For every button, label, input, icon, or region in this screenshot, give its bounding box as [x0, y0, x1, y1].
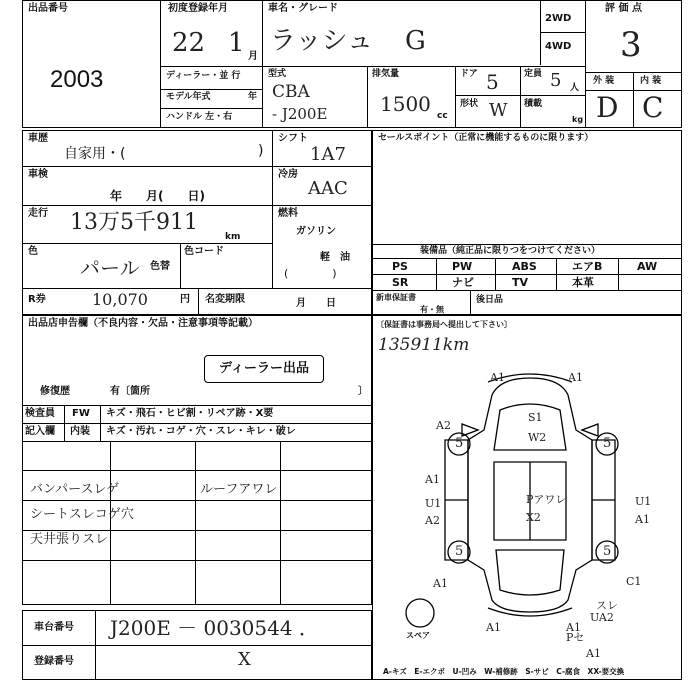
entry-label: 記入欄 [25, 426, 55, 437]
damage-mark: S1 [528, 411, 543, 424]
damage-mark: 5 [603, 544, 612, 559]
damage-mark: A1 [433, 577, 448, 590]
history-close: ) [258, 143, 264, 159]
mileage-value: 13万5千911 [70, 210, 198, 235]
history-value: 自家用・( [64, 146, 126, 162]
model-1: CBA [272, 82, 310, 102]
repair-value: 有〔箇所 [110, 386, 150, 397]
drive-2wd: 2WD [545, 13, 572, 24]
equipment-item: SR [392, 276, 409, 289]
warranty-note: 〔保証書は事務局へ提出して下さい〕 [376, 320, 512, 329]
equipment-item: ABS [512, 260, 537, 273]
history-label: 車歴 [28, 133, 48, 144]
damage-mark: Pアワレ [526, 493, 567, 506]
handle-label: ハンドル 左・右 [166, 112, 233, 122]
equipment-item: ナビ [452, 276, 474, 289]
shape-label: 形状 [460, 99, 479, 109]
lot-label: 出品番号 [28, 3, 68, 14]
shape: W [489, 100, 508, 121]
note-3: 天井張りスレ [30, 532, 109, 547]
legend: A-キズ E-エクボ U-凹み W-補修跡 S-サビ C-腐食 XX-要交換 [383, 667, 625, 676]
recycle-label: R券 [28, 294, 46, 305]
note-2: シートスレコゲ穴 [30, 507, 134, 522]
month-unit: 月 [248, 51, 258, 62]
note-1: バンパースレゲ [30, 482, 120, 497]
damage-mark: W2 [528, 431, 547, 444]
year-unit: 年 [248, 92, 258, 102]
load-label: 積載 [524, 99, 543, 109]
fuel-light-oil: 軽 油 [320, 252, 350, 263]
interior-label: 内 装 [640, 76, 662, 86]
damage-mark: スレ [596, 599, 618, 612]
first-reg-year: 22 [172, 28, 206, 58]
damage-mark: U1 [635, 495, 652, 508]
reg-label: 登録番号 [34, 656, 74, 667]
equipment-item: 本革 [572, 276, 594, 289]
rename-label: 名変期限 [205, 294, 245, 305]
inspection-value: 年 月( 日) [110, 189, 205, 203]
equipment-item: PS [392, 260, 408, 273]
equipment-item: TV [512, 276, 529, 289]
damage-mark: U1 [425, 497, 442, 510]
km-unit: km [225, 232, 241, 242]
inspection-label: 車検 [28, 169, 48, 180]
damage-mark: UA2 [590, 611, 614, 624]
equipment-item: エアB [572, 260, 603, 273]
first-reg-label: 初度登録年月 [168, 3, 228, 14]
repair-label: 修復歴 [40, 386, 70, 397]
model-label: 型式 [268, 69, 287, 79]
ac-value: AAC [308, 178, 348, 199]
note-right: ルーフアワレ [200, 482, 278, 497]
inspector-label: 検査員 [25, 408, 55, 419]
car-grade: G [405, 26, 426, 56]
mileage-label: 走行 [28, 208, 48, 219]
exterior-label: 外 装 [593, 76, 615, 86]
repair-close: 〕 [358, 386, 368, 397]
first-reg-month: 1 [228, 28, 245, 58]
reg-value: X [238, 649, 251, 670]
interior-items: キズ・汚れ・コゲ・穴・スレ・キレ・破レ [106, 426, 296, 437]
damage-mark: 5 [455, 544, 464, 559]
yen-unit: 円 [180, 294, 190, 305]
model-year-label: モデル年式 [166, 92, 211, 102]
car-name: ラッシュ [270, 26, 373, 56]
damage-mark: A2 [425, 514, 440, 527]
recycle-value: 10,070 [92, 290, 148, 309]
damage-mark: A1 [568, 371, 583, 384]
color-value: パール [80, 256, 140, 280]
warranty-label: 新車保証書 [376, 293, 416, 302]
color-code-label: 色コード [184, 246, 224, 257]
damage-mark: C1 [626, 575, 642, 588]
person-unit: 人 [570, 83, 580, 93]
cc-unit: cc [437, 111, 448, 121]
spare-label: スペア [406, 631, 430, 640]
damage-mark: A1 [486, 621, 501, 634]
damage-mark: A1 [635, 513, 650, 526]
capacity-label: 定員 [524, 69, 543, 79]
drive-4wd: 4WD [545, 41, 572, 52]
model-2: - J200E [272, 105, 328, 123]
damage-mark: A1 [490, 371, 505, 384]
equipment-title: 装備品（純正品に限りつをつけてください） [420, 246, 601, 256]
fw-label: FW [72, 408, 90, 419]
damage-mark: 5 [455, 436, 464, 451]
chassis-value: J200E － 0030544 ． [110, 616, 319, 640]
damage-mark: A1 [425, 473, 440, 486]
kg-unit: kg [572, 115, 584, 124]
dealer-stamp-text: ディーラー出品 [219, 361, 309, 376]
odometer-note: 135911km [378, 335, 470, 355]
doors: 5 [486, 70, 499, 94]
damage-mark: X2 [526, 511, 541, 524]
equipment-item: AW [637, 260, 658, 273]
warranty-value: 有・無 [420, 305, 444, 314]
report-title: 出品店申告欄（不良内容・欠品・注意事項等記載） [28, 318, 258, 329]
displacement-label: 排気量 [372, 69, 400, 79]
next-label: 後日品 [476, 295, 504, 305]
fuel-value: ガソリン [296, 226, 336, 237]
fw-items: キズ・飛石・ヒビ割・リペア跡・X要 [106, 408, 274, 419]
shift-value: 1A7 [310, 144, 346, 165]
repaint-label: 色替 [150, 261, 170, 272]
rename-value: 月 日 [296, 298, 336, 309]
damage-mark: A1 [586, 647, 601, 660]
score-value: 3 [620, 25, 642, 65]
fuel-paren: ( ) [284, 267, 337, 280]
exterior-grade: D [596, 91, 619, 124]
lot-number: 2003 [50, 66, 104, 93]
car-name-label: 車名・グレード [268, 3, 338, 14]
score-label: 評 価 点 [605, 3, 642, 14]
color-label: 色 [28, 246, 38, 257]
dealer-label: ディーラー・並 行 [166, 71, 241, 81]
fuel-label: 燃料 [278, 208, 298, 219]
shift-label: シフト [278, 133, 308, 144]
interior-items-label: 内装 [70, 426, 90, 437]
interior-grade: C [642, 91, 664, 124]
damage-mark: 5 [603, 436, 612, 451]
damage-mark: A2 [436, 419, 451, 432]
equipment-item: PW [452, 260, 473, 273]
chassis-label: 車台番号 [34, 622, 74, 633]
damage-mark: Pセ [566, 631, 585, 644]
capacity: 5 [550, 70, 562, 91]
doors-label: ドア [460, 69, 478, 79]
displacement: 1500 [380, 92, 431, 116]
damage-mark: A1 [566, 621, 581, 634]
ac-label: 冷房 [278, 169, 298, 180]
sales-title: セールスポイント（正常に機能するものに限ります） [378, 133, 594, 143]
